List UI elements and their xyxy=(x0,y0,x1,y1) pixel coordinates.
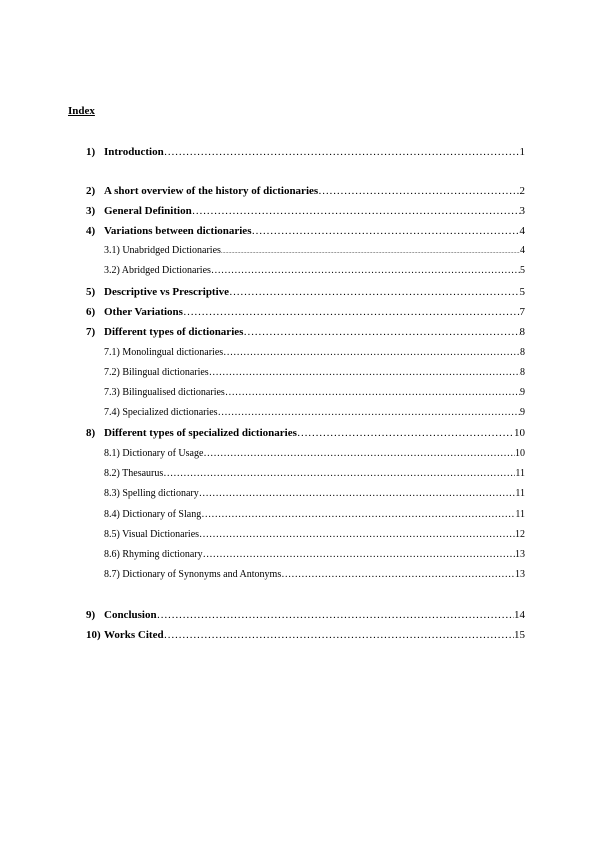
toc-entry-page: 10 xyxy=(514,427,525,439)
dot-leader xyxy=(199,487,516,501)
dot-leader xyxy=(164,628,514,642)
toc-subentry-title: 3.2) Abridged Dictionaries xyxy=(104,265,211,276)
dot-leader xyxy=(183,305,520,319)
toc-entry-number: 5) xyxy=(86,286,96,298)
dot-leader xyxy=(225,386,520,400)
dot-leader xyxy=(218,406,520,420)
toc-entry[interactable] xyxy=(86,184,525,198)
dot-leader xyxy=(251,224,519,238)
toc-entry-page: 14 xyxy=(514,609,525,621)
toc-subentry[interactable] xyxy=(104,346,525,360)
toc-subentry-page: 13 xyxy=(515,569,525,580)
dot-leader xyxy=(203,447,515,461)
toc-entry[interactable] xyxy=(86,224,525,238)
toc-entry-title: Different types of specialized dictionaries xyxy=(104,427,297,439)
toc-entry-title: General Definition xyxy=(104,205,192,217)
dot-leader xyxy=(297,426,514,440)
toc-subentry-page: 8 xyxy=(520,367,525,378)
dot-leader xyxy=(223,346,520,360)
toc-subentry-title: 3.1) Unabridged Dictionaries xyxy=(104,245,221,256)
dot-leader xyxy=(221,244,520,259)
toc-entry-title: A short overview of the history of dictionaries xyxy=(104,185,319,197)
dot-leader xyxy=(211,264,520,278)
toc-entry-number: 9) xyxy=(86,609,96,621)
toc-entry-number: 6) xyxy=(86,306,96,318)
toc-entry-title: Conclusion xyxy=(104,609,157,621)
toc-entry-number: 1) xyxy=(86,146,96,158)
toc-subentry-title: 7.4) Specialized dictionaries xyxy=(104,407,218,418)
toc-subentry-page: 5 xyxy=(520,265,525,276)
toc-entry[interactable] xyxy=(86,285,525,299)
toc-entry-number: 4) xyxy=(86,225,96,237)
toc-entry-page: 1 xyxy=(519,146,525,158)
toc-entry-page: 5 xyxy=(519,286,525,298)
toc-subentry-title: 8.1) Dictionary of Usage xyxy=(104,448,204,459)
dot-leader xyxy=(318,184,519,198)
toc-subentry-page: 10 xyxy=(515,448,525,459)
toc-subentry[interactable] xyxy=(104,548,525,562)
toc-subentry-page: 11 xyxy=(515,468,525,479)
dot-leader xyxy=(281,568,515,582)
toc-entry-number: 3) xyxy=(86,205,96,217)
dot-leader xyxy=(164,145,520,159)
toc-subentry-title: 8.7) Dictionary of Synonyms and Antonyms xyxy=(104,569,282,580)
toc-subentry-title: 7.2) Bilingual dictionaries xyxy=(104,367,209,378)
toc-entry-page: 8 xyxy=(519,326,525,338)
toc-subentry[interactable] xyxy=(104,244,525,259)
dot-leader xyxy=(209,366,520,380)
toc-entry-title: Descriptive vs Prescriptive xyxy=(104,286,230,298)
toc-subentry[interactable] xyxy=(104,447,525,461)
toc-entry-number: 2) xyxy=(86,185,96,197)
toc-entry-number: 7) xyxy=(86,326,96,338)
dot-leader xyxy=(199,528,515,542)
toc-entry[interactable] xyxy=(86,608,525,622)
toc-subentry-page: 4 xyxy=(520,245,525,256)
toc-subentry-page: 11 xyxy=(515,488,525,499)
toc-subentry-title: 7.3) Bilingualised dictionaries xyxy=(104,387,225,398)
toc-subentry[interactable] xyxy=(104,568,525,582)
toc-entry-title: Other Variations xyxy=(104,306,183,318)
toc-entry-title: Variations between dictionaries xyxy=(104,225,252,237)
toc-subentry-page: 13 xyxy=(515,549,525,560)
toc-entry-title: Works Cited xyxy=(104,629,164,641)
dot-leader xyxy=(201,508,515,522)
toc-entry-page: 4 xyxy=(519,225,525,237)
toc-subentry-title: 8.6) Rhyming dictionary xyxy=(104,549,203,560)
toc-subentry-title: 8.3) Spelling dictionary xyxy=(104,488,199,499)
toc-entry[interactable] xyxy=(86,426,525,440)
toc-entry-page: 3 xyxy=(519,205,525,217)
dot-leader xyxy=(243,325,519,339)
dot-leader xyxy=(192,204,520,218)
toc-subentry[interactable] xyxy=(104,264,525,278)
toc-entry-number: 10) xyxy=(86,629,101,641)
toc-subentry-page: 9 xyxy=(520,387,525,398)
toc-subentry[interactable] xyxy=(104,487,525,501)
toc-subentry-title: 8.4) Dictionary of Slang xyxy=(104,509,202,520)
toc-subentry-page: 11 xyxy=(515,509,525,520)
toc-subentry-page: 9 xyxy=(520,407,525,418)
dot-leader xyxy=(163,467,515,481)
toc-entry-page: 2 xyxy=(519,185,525,197)
dot-leader xyxy=(157,608,514,622)
toc-subentry[interactable] xyxy=(104,406,525,420)
dot-leader xyxy=(229,285,519,299)
toc-entry-title: Introduction xyxy=(104,146,164,158)
toc-entry[interactable] xyxy=(86,325,525,339)
toc-entry[interactable] xyxy=(86,145,525,159)
dot-leader xyxy=(203,548,515,562)
toc-subentry[interactable] xyxy=(104,528,525,542)
toc-subentry-title: 8.2) Thesaurus xyxy=(104,468,164,479)
toc-entry-page: 7 xyxy=(519,306,525,318)
toc-subentry-title: 7.1) Monolingual dictionaries xyxy=(104,347,224,358)
toc-entry-title: Different types of dictionaries xyxy=(104,326,244,338)
index-heading: Index xyxy=(68,105,95,117)
toc-subentry[interactable] xyxy=(104,467,525,481)
toc-subentry-page: 12 xyxy=(515,529,525,540)
toc-subentry-page: 8 xyxy=(520,347,525,358)
toc-entry[interactable] xyxy=(86,204,525,218)
toc-entry[interactable] xyxy=(86,628,525,642)
toc-subentry[interactable] xyxy=(104,386,525,400)
toc-entry-page: 15 xyxy=(514,629,525,641)
toc-subentry-title: 8.5) Visual Dictionaries xyxy=(104,529,200,540)
toc-subentry[interactable] xyxy=(104,508,525,522)
toc-entry[interactable] xyxy=(86,305,525,319)
toc-subentry[interactable] xyxy=(104,366,525,380)
toc-entry-number: 8) xyxy=(86,427,96,439)
